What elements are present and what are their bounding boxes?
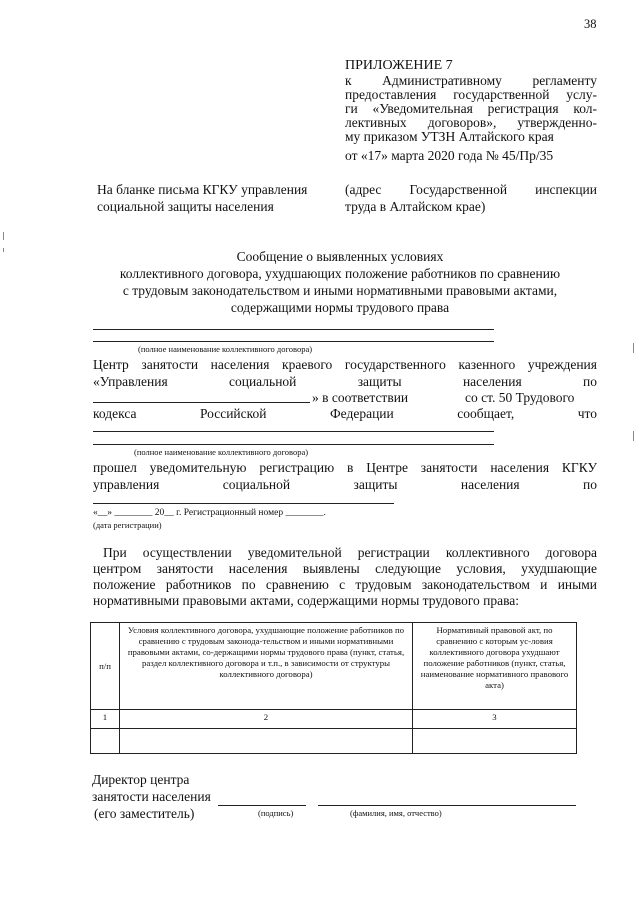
message-title-line: коллективного договора, ухудшающих положение работников по сравнению [119, 266, 561, 281]
table-cell: 1 [91, 710, 120, 729]
table-cell[interactable] [120, 729, 413, 754]
name-field[interactable] [318, 805, 576, 806]
signature-field[interactable] [218, 805, 306, 806]
message-title-line: содержащими нормы трудового права [230, 300, 450, 315]
agreement-name-caption: (полное наименование коллективного договора) [134, 447, 309, 457]
agreement-name-line[interactable] [93, 341, 494, 342]
header-cell-act: Нормативный правовой акт, по сравнению с которым ус-ловия коллективного договора ухудшают положение работников (пункт, статья, наименование нормативного правового акта) [413, 623, 577, 710]
signature-title: занятости населения [92, 789, 211, 804]
intro-line: положение работников по сравнению с трудовым законодательством и иными [93, 577, 597, 592]
registration-line: «__» ________ 20__ г. Регистрационный номер ________. [93, 508, 326, 518]
para1-line1: Центр занятости населения краевого государственного казенного учреждения [93, 357, 597, 372]
scan-mark [633, 343, 634, 353]
intro-line: При осуществлении уведомительной регистрации коллективного договора [103, 545, 597, 560]
para1-line3-right: со ст. 50 Трудового [465, 390, 575, 405]
blank-right-line: (адрес Государственной инспекции [345, 182, 597, 197]
signature-caption: (подпись) [258, 808, 294, 818]
registration-date-caption: (дата регистрации) [93, 520, 162, 530]
message-title [80, 248, 600, 316]
message-title-line: с трудовым законодательством и иными нормативными правовыми актами, [122, 283, 558, 298]
appendix-line: ги «Уведомительная регистрация кол- [345, 101, 597, 116]
message-title-line: Сообщение о выявленных условиях [236, 249, 444, 264]
blank-right-line: труда в Алтайском крае) [345, 199, 486, 214]
para1-line2: «Управления социальной защиты населения по [93, 374, 597, 389]
scan-mark [633, 431, 634, 441]
para1-line3-left: » в соответствии [312, 390, 409, 405]
table-cell[interactable] [413, 729, 577, 754]
registration-field[interactable] [93, 503, 394, 504]
signature-title: Директор центра [92, 772, 190, 787]
blank-left-line: На бланке письма КГКУ управления [97, 182, 308, 197]
scan-mark [3, 232, 4, 240]
intro-paragraph [93, 545, 597, 609]
header-cell-conditions: Условия коллективного договора, ухудшающие положение работников по сравнению с трудовым законода-тельством и иными нормативными правовыми актами, со-держащими нормы трудового права (пункт, статья, раздел коллективного договора и т.п., в зависимости от структуры коллективного договора) [120, 623, 413, 710]
table-row[interactable] [91, 729, 577, 754]
appendix-line: лективных договоров», утвержденно- [345, 115, 597, 130]
table-header-row [91, 623, 577, 710]
appendix-date: от «17» марта 2020 года № 45/Пр/35 [345, 148, 554, 163]
appendix-title: ПРИЛОЖЕНИЕ 7 [345, 58, 453, 73]
page-number: 38 [584, 17, 597, 31]
header-cell-number: п/п [91, 623, 120, 710]
organization-field[interactable] [93, 402, 310, 403]
appendix-line: му приказом УТЗН Алтайского края [345, 129, 554, 144]
appendix-line: предоставления государственной услу- [345, 87, 597, 102]
conditions-table [90, 622, 577, 754]
table-cell: 3 [413, 710, 577, 729]
appendix-line: к Административному регламенту [345, 73, 597, 88]
agreement-name-line[interactable] [93, 431, 494, 432]
table-cell: 2 [120, 710, 413, 729]
para2-line2: управления социальной защиты населения по [93, 477, 597, 492]
table-cell[interactable] [91, 729, 120, 754]
blank-left [97, 181, 337, 215]
agreement-name-line[interactable] [93, 444, 494, 445]
intro-line: нормативными правовыми актами, содержащими нормы трудового права: [93, 593, 520, 608]
signature-block [92, 771, 211, 822]
blank-right [345, 181, 597, 215]
table-row [91, 710, 577, 729]
para1-line4: кодекса Российской Федерации сообщает, что [93, 406, 597, 421]
name-caption: (фамилия, имя, отчество) [350, 808, 442, 818]
agreement-name-line[interactable] [93, 329, 494, 330]
agreement-name-caption: (полное наименование коллективного договора) [138, 344, 313, 354]
signature-title: (его заместитель) [94, 806, 195, 821]
appendix-block [345, 58, 597, 144]
intro-line: центром занятости населения выявлены следующие условия, ухудшающие [93, 561, 597, 576]
blank-left-line: социальной защиты населения [97, 199, 274, 214]
para2-line1: прошел уведомительную регистрацию в Центре занятости населения КГКУ [93, 460, 597, 475]
scan-mark [3, 248, 4, 252]
